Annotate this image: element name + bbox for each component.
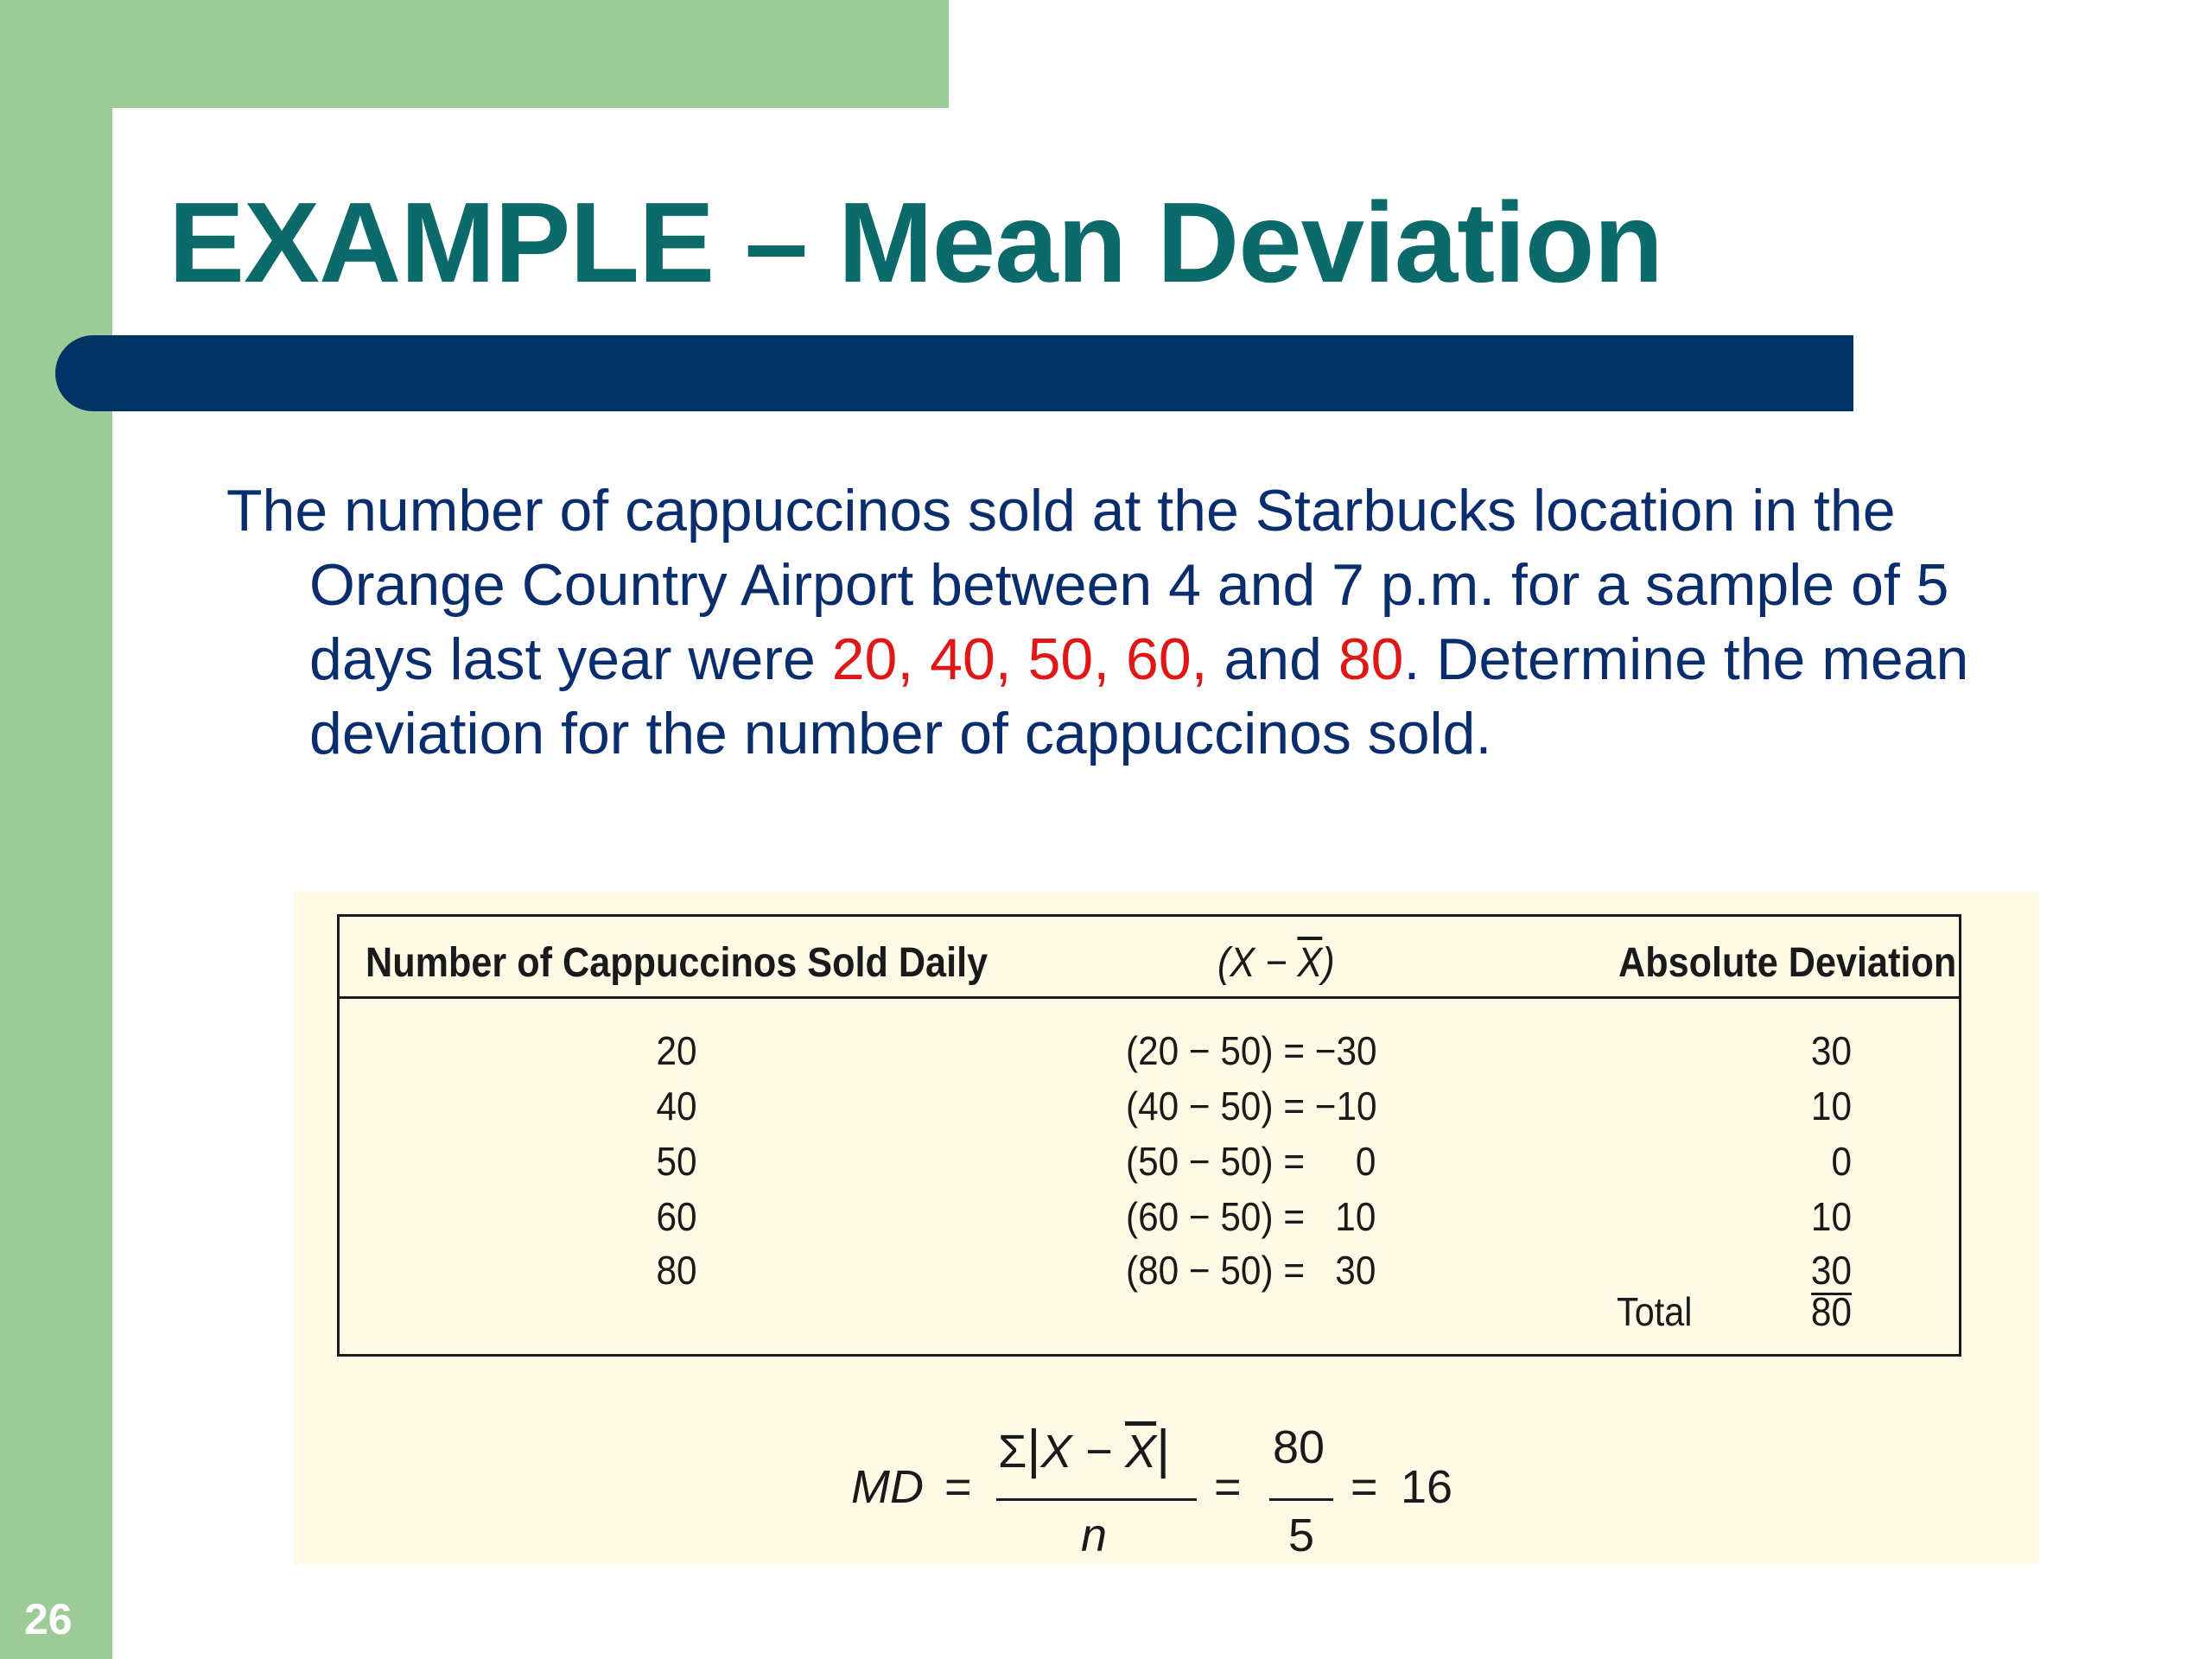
value-5: 80 (1338, 626, 1404, 692)
total-value: 80 (1810, 1289, 1852, 1334)
formula-num2: 80 (1273, 1421, 1325, 1473)
value-4: 60 (1126, 626, 1192, 692)
formula-md: MD (851, 1461, 924, 1513)
table-cell-value: 80 (656, 1248, 697, 1293)
problem-statement (226, 474, 2084, 771)
value-1: 20 (831, 626, 898, 692)
table-cell-expr: (20 − 50) = −30 (1126, 1028, 1377, 1073)
statement-line-3 (226, 622, 2084, 696)
page-number: 26 (24, 1595, 73, 1643)
value-3: 50 (1027, 626, 1094, 692)
table-cell-expr: (80 − 50) = 30 (1126, 1248, 1376, 1293)
statement-line-1: The number of cappuccinos sold at the Starbucks location in the (226, 478, 1896, 543)
header-absolute-deviation: Absolute Deviation (1618, 940, 1957, 986)
header-cappuccinos-sold: Number of Cappuccinos Sold Daily (365, 940, 988, 986)
value-sep: , (897, 626, 931, 692)
header-x-minus-mean: $(X - \overline{X})$ (1217, 940, 1335, 986)
value-sep: , (995, 626, 1028, 692)
total-label: Total (1617, 1289, 1693, 1334)
and-text: and (1207, 626, 1338, 692)
value-sep: , (1093, 626, 1127, 692)
table-cell-expr: (40 − 50) = −10 (1126, 1084, 1377, 1128)
table-cell-abs: 30 (1740, 1247, 1852, 1294)
value-2: 40 (930, 626, 995, 692)
statement-line-2: Orange Country Airport between 4 and 7 p.m. for a sample of 5 (309, 552, 1949, 618)
table-cell-expr: (50 − 50) = 0 (1126, 1139, 1376, 1184)
table-cell-abs: 30 (1810, 1028, 1852, 1073)
statement-line-4: deviation for the number of cappuccinos sold. (309, 701, 1492, 766)
formula-fraction-line-2 (1269, 1498, 1333, 1501)
formula-numerator: $\Sigma|X - \overline{X}|$ (998, 1420, 1171, 1479)
title-underline-bar (55, 335, 1853, 411)
slide-title: EXAMPLE – Mean Deviation (168, 179, 1663, 306)
table-cell-value: 40 (656, 1084, 697, 1128)
table-cell-abs: 10 (1810, 1194, 1852, 1239)
left-frame-band (0, 0, 112, 1659)
formula-denominator: n (1081, 1510, 1108, 1561)
formula-equals: = (944, 1461, 972, 1513)
table-cell-expr: (60 − 50) = 10 (1126, 1194, 1376, 1239)
formula-equals: = (1214, 1461, 1242, 1513)
formula-den2: 5 (1288, 1510, 1315, 1561)
deviation-table (337, 914, 1961, 1357)
header-divider (340, 996, 1959, 999)
table-cell-value: 20 (656, 1028, 697, 1073)
formula-fraction-line (996, 1498, 1197, 1501)
table-cell-value: 60 (656, 1194, 697, 1239)
formula-equals: = (1351, 1461, 1378, 1513)
value-sep: , (1191, 626, 1208, 692)
top-frame-band (0, 0, 949, 108)
formula-result: 16 (1401, 1461, 1453, 1513)
table-cell-abs: 0 (1831, 1139, 1852, 1184)
statement-line-3-pre: days last year were (309, 626, 832, 692)
statement-line-3-post: . Determine the mean (1403, 626, 1969, 692)
table-cell-value: 50 (656, 1139, 697, 1184)
table-cell-abs: 10 (1810, 1084, 1852, 1128)
